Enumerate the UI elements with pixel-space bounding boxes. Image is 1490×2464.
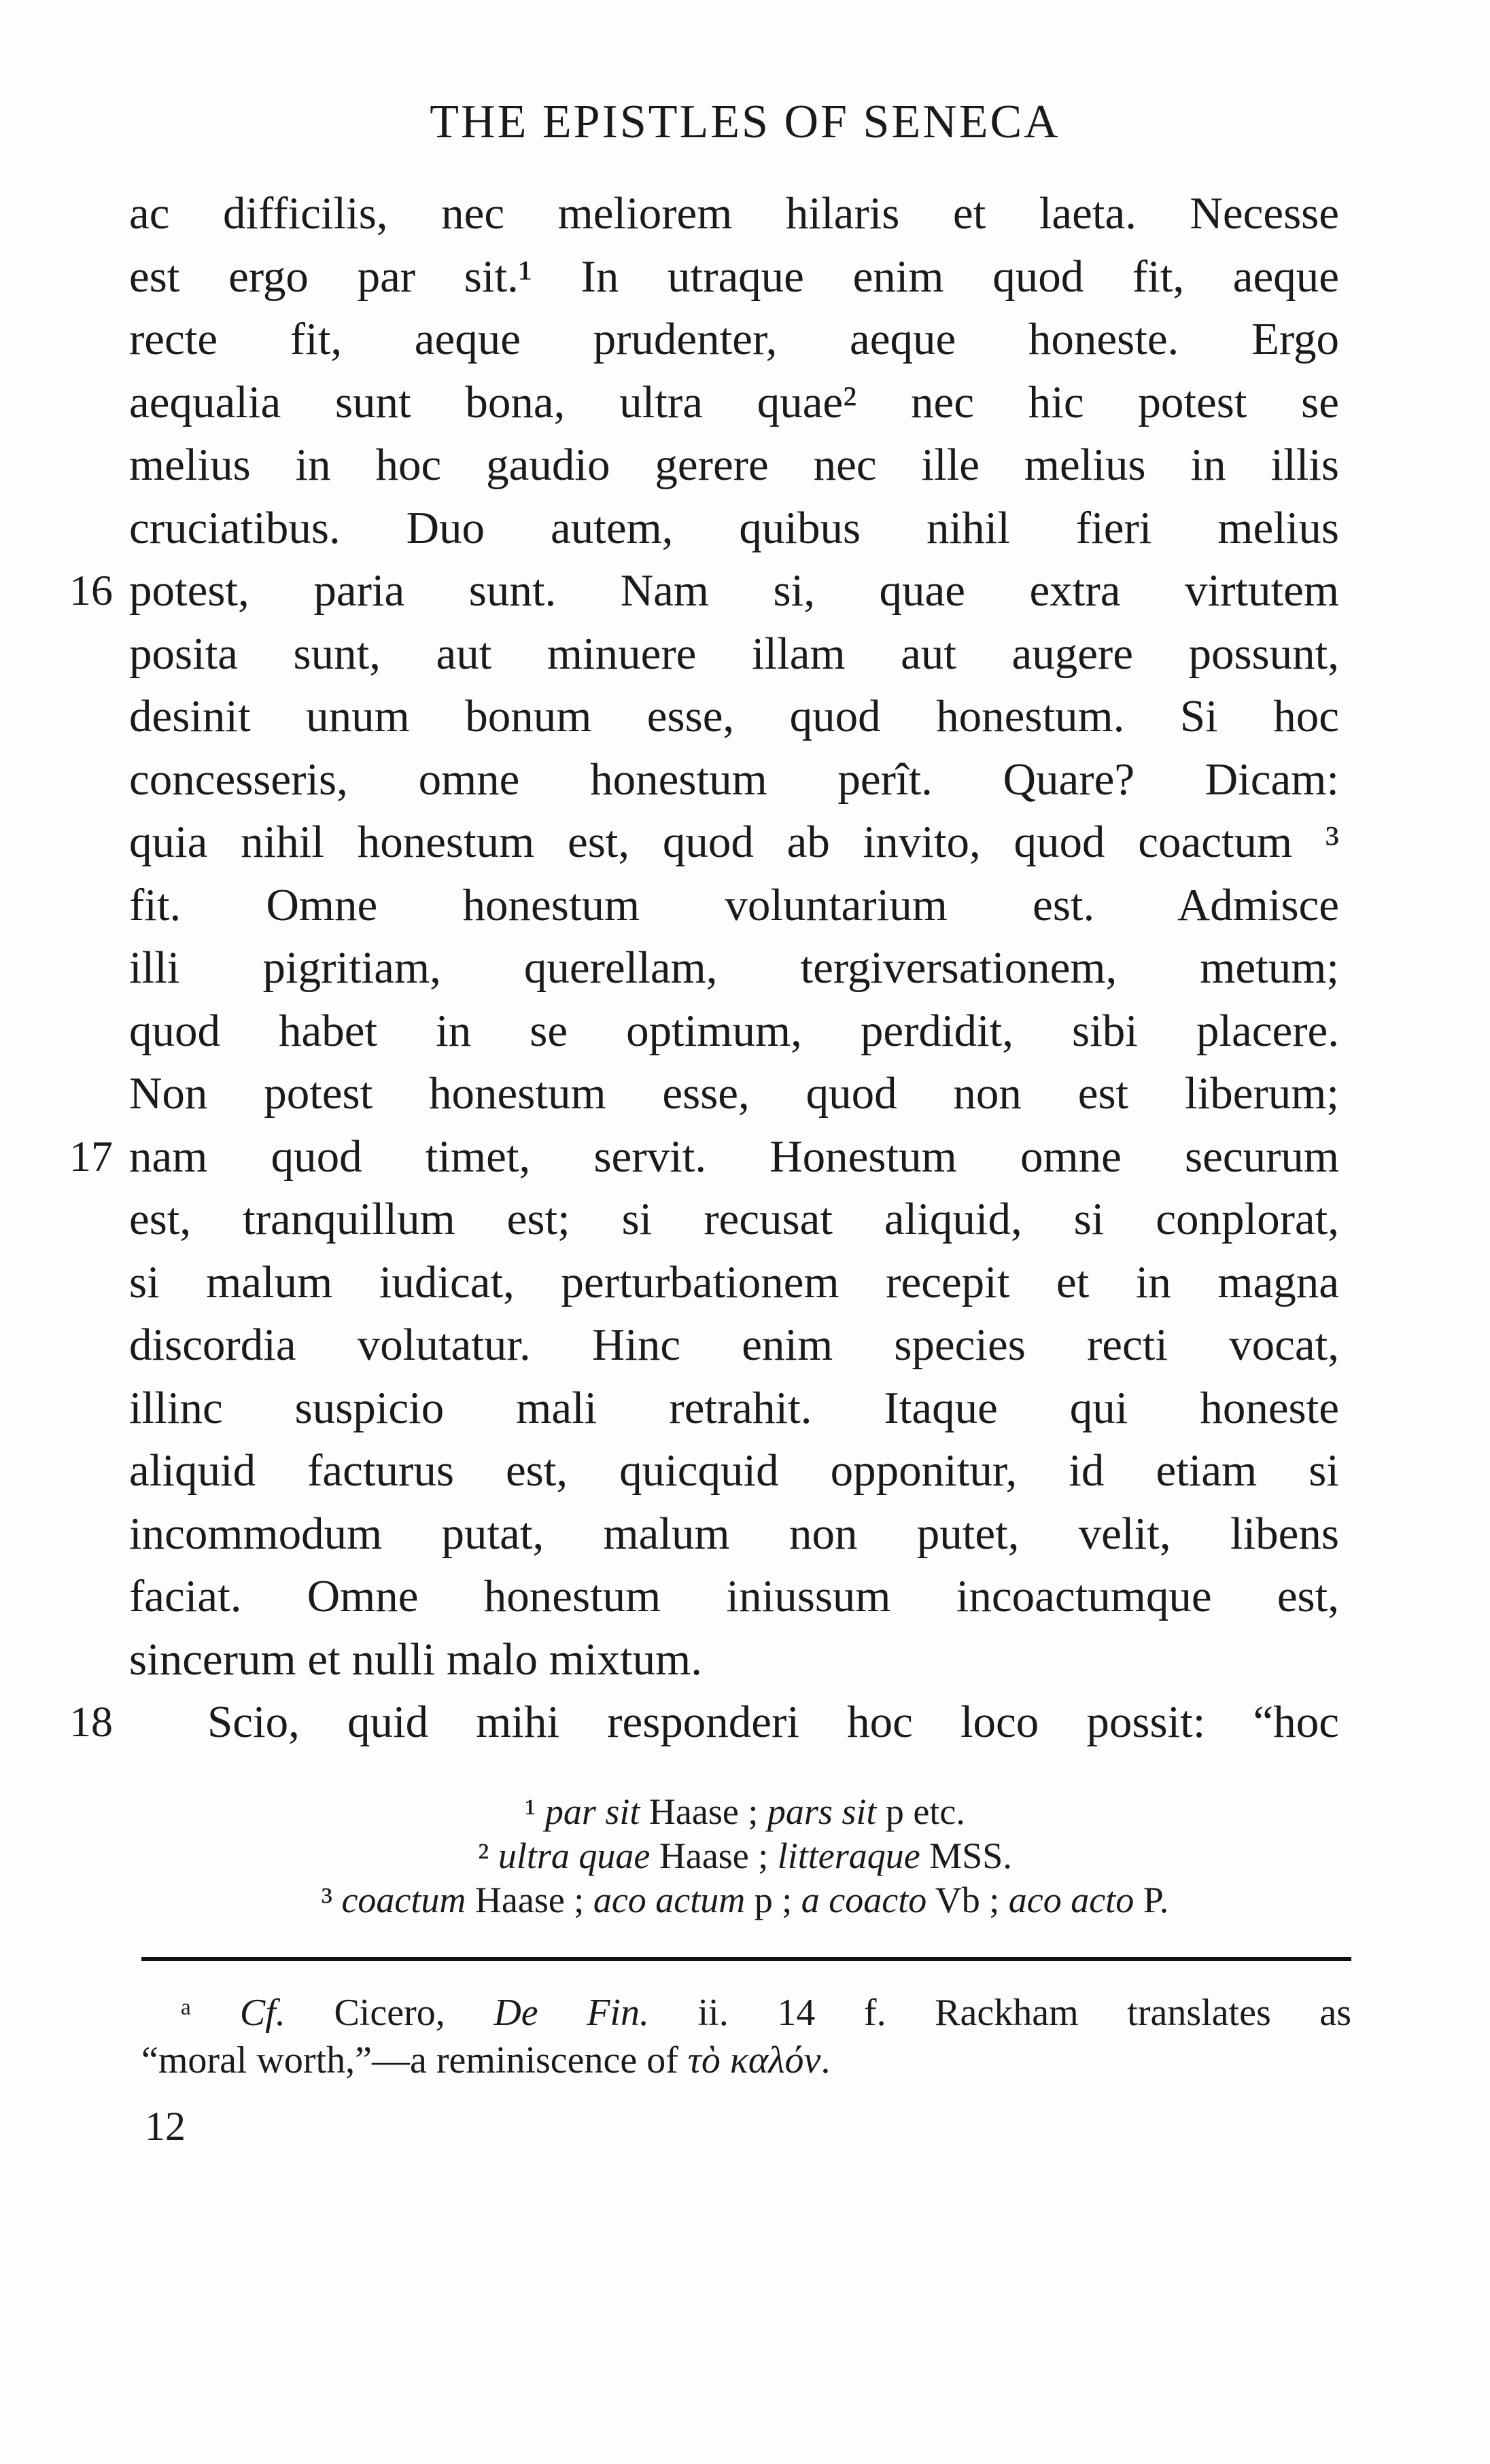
- line-text: concesseris, omne honestum perît. Quare? Dicam:: [129, 754, 1339, 805]
- text-line: [129, 434, 1339, 497]
- line-text: aliquid facturus est, quicquid opponitur, id etiam si: [129, 1445, 1339, 1496]
- footnote-text: Vb ;: [926, 1880, 1009, 1920]
- note-mark: ᵃ: [181, 1992, 192, 2034]
- line-text: sincerum et nulli malo mixtum.: [129, 1634, 702, 1685]
- line-text: fit. Omne honestum voluntarium est. Admisce: [129, 879, 1339, 930]
- section-number: 16: [69, 566, 113, 614]
- latin-text: [69, 182, 1339, 1754]
- text-line: [69, 559, 1339, 622]
- footnote-text: a coacto: [801, 1880, 927, 1920]
- footnote-text: ultra quae: [498, 1835, 651, 1876]
- footnote-text: P.: [1134, 1880, 1169, 1920]
- text-line: [129, 245, 1339, 309]
- line-text: desinit unum bonum esse, quod honestum. Si hoc: [129, 691, 1339, 741]
- section-number: 17: [69, 1131, 113, 1180]
- line-text: cruciatibus. Duo autem, quibus nihil fieri melius: [129, 502, 1339, 553]
- line-text: faciat. Omne honestum iniussum incoactumque est,: [129, 1571, 1339, 1621]
- page-number: 12: [145, 2104, 186, 2149]
- text-line: [129, 1565, 1339, 1628]
- text-line: [129, 685, 1339, 748]
- text-line: [129, 1188, 1339, 1251]
- footnote-mark: ¹: [525, 1791, 536, 1832]
- translator-note-line-1: [141, 1991, 1351, 2035]
- translator-note-line-2: [141, 2039, 1351, 2082]
- note-text: Cicero,: [285, 1992, 494, 2034]
- text-line: [129, 1251, 1339, 1314]
- footnote-text: aco actum: [593, 1880, 746, 1920]
- text-line: [129, 1377, 1339, 1440]
- text-line: [129, 308, 1339, 371]
- footnote-text: Haase ;: [466, 1880, 593, 1920]
- footnote-mark: ²: [478, 1835, 489, 1876]
- line-text: discordia volutatur. Hinc enim species recti vocat,: [129, 1320, 1339, 1370]
- text-line: [129, 371, 1339, 434]
- footnote-text: Haase ;: [650, 1835, 778, 1876]
- text-line: [69, 1691, 1339, 1754]
- footnote-text: coactum: [341, 1880, 466, 1920]
- greek-text: τὸ καλόν: [687, 2039, 821, 2081]
- text-line: [69, 1125, 1339, 1189]
- line-text: melius in hoc gaudio gerere nec ille melius in illis: [129, 440, 1339, 490]
- note-text: “moral worth,”—a reminiscence of: [141, 2039, 688, 2081]
- line-text: illi pigritiam, querellam, tergiversationem, metum;: [129, 943, 1339, 993]
- text-line: [129, 1062, 1339, 1125]
- line-text: ac difficilis, nec meliorem hilaris et laeta. Necesse: [129, 188, 1339, 239]
- text-line: [129, 1628, 1339, 1691]
- text-line: [129, 1000, 1339, 1063]
- line-text: posita sunt, aut minuere illam aut augere possunt,: [129, 628, 1339, 679]
- text-line: [129, 1439, 1339, 1502]
- footnote-text: MSS.: [920, 1835, 1012, 1876]
- text-line: [129, 1314, 1339, 1377]
- line-text: nam quod timet, servit. Honestum omne securum: [129, 1131, 1339, 1182]
- note-text: ii. 14 f. Rackham translates as: [649, 1992, 1351, 2034]
- footnote-text: Haase ;: [640, 1791, 767, 1832]
- section-number: 18: [69, 1697, 113, 1746]
- line-text: potest, paria sunt. Nam si, quae extra virtutem: [129, 565, 1339, 616]
- text-line: [129, 936, 1339, 1000]
- text-line: [129, 182, 1339, 245]
- line-text: quia nihil honestum est, quod ab invito, quod coactum ³: [129, 817, 1339, 867]
- line-text: incommodum putat, malum non putet, velit, libens: [129, 1508, 1339, 1559]
- line-text: si malum iudicat, perturbationem recepit et in magna: [129, 1256, 1339, 1307]
- footnote-text: par sit: [544, 1791, 640, 1832]
- footnote-2: [0, 1835, 1490, 1877]
- text-line: [129, 811, 1339, 874]
- footnote-1: [0, 1791, 1490, 1833]
- footnote-text: p ;: [745, 1880, 801, 1920]
- text-line: [129, 748, 1339, 811]
- text-line: [129, 1502, 1339, 1566]
- footnote-text: aco acto: [1008, 1880, 1134, 1920]
- footnote-divider: [141, 1957, 1351, 1961]
- note-text: .: [820, 2039, 831, 2081]
- line-text: est, tranquillum est; si recusat aliquid, si conplorat,: [129, 1194, 1339, 1244]
- text-line: [129, 622, 1339, 686]
- line-text: Non potest honestum esse, quod non est liberum;: [129, 1068, 1339, 1119]
- line-text: Scio, quid mihi responderi hoc loco possit: “hoc: [207, 1697, 1339, 1747]
- footnote-text: pars sit: [767, 1791, 877, 1832]
- text-line: [129, 874, 1339, 937]
- footnote-3: [0, 1879, 1490, 1921]
- footnote-text: p etc.: [876, 1791, 965, 1832]
- line-text: aequalia sunt bona, ultra quae² nec hic potest se: [129, 376, 1339, 427]
- running-header: THE EPISTLES OF SENECA: [430, 96, 1060, 148]
- note-text: Cf.: [239, 1992, 285, 2034]
- line-text: quod habet in se optimum, perdidit, sibi placere.: [129, 1005, 1339, 1056]
- line-text: recte fit, aeque prudenter, aeque honeste. Ergo: [129, 314, 1339, 364]
- line-text: est ergo par sit.¹ In utraque enim quod fit, aeque: [129, 251, 1339, 302]
- text-line: [129, 497, 1339, 560]
- note-text: De Fin.: [493, 1992, 649, 2034]
- footnote-mark: ³: [321, 1880, 332, 1920]
- line-text: illinc suspicio mali retrahit. Itaque qui honeste: [129, 1382, 1339, 1433]
- footnote-text: litteraque: [777, 1835, 920, 1876]
